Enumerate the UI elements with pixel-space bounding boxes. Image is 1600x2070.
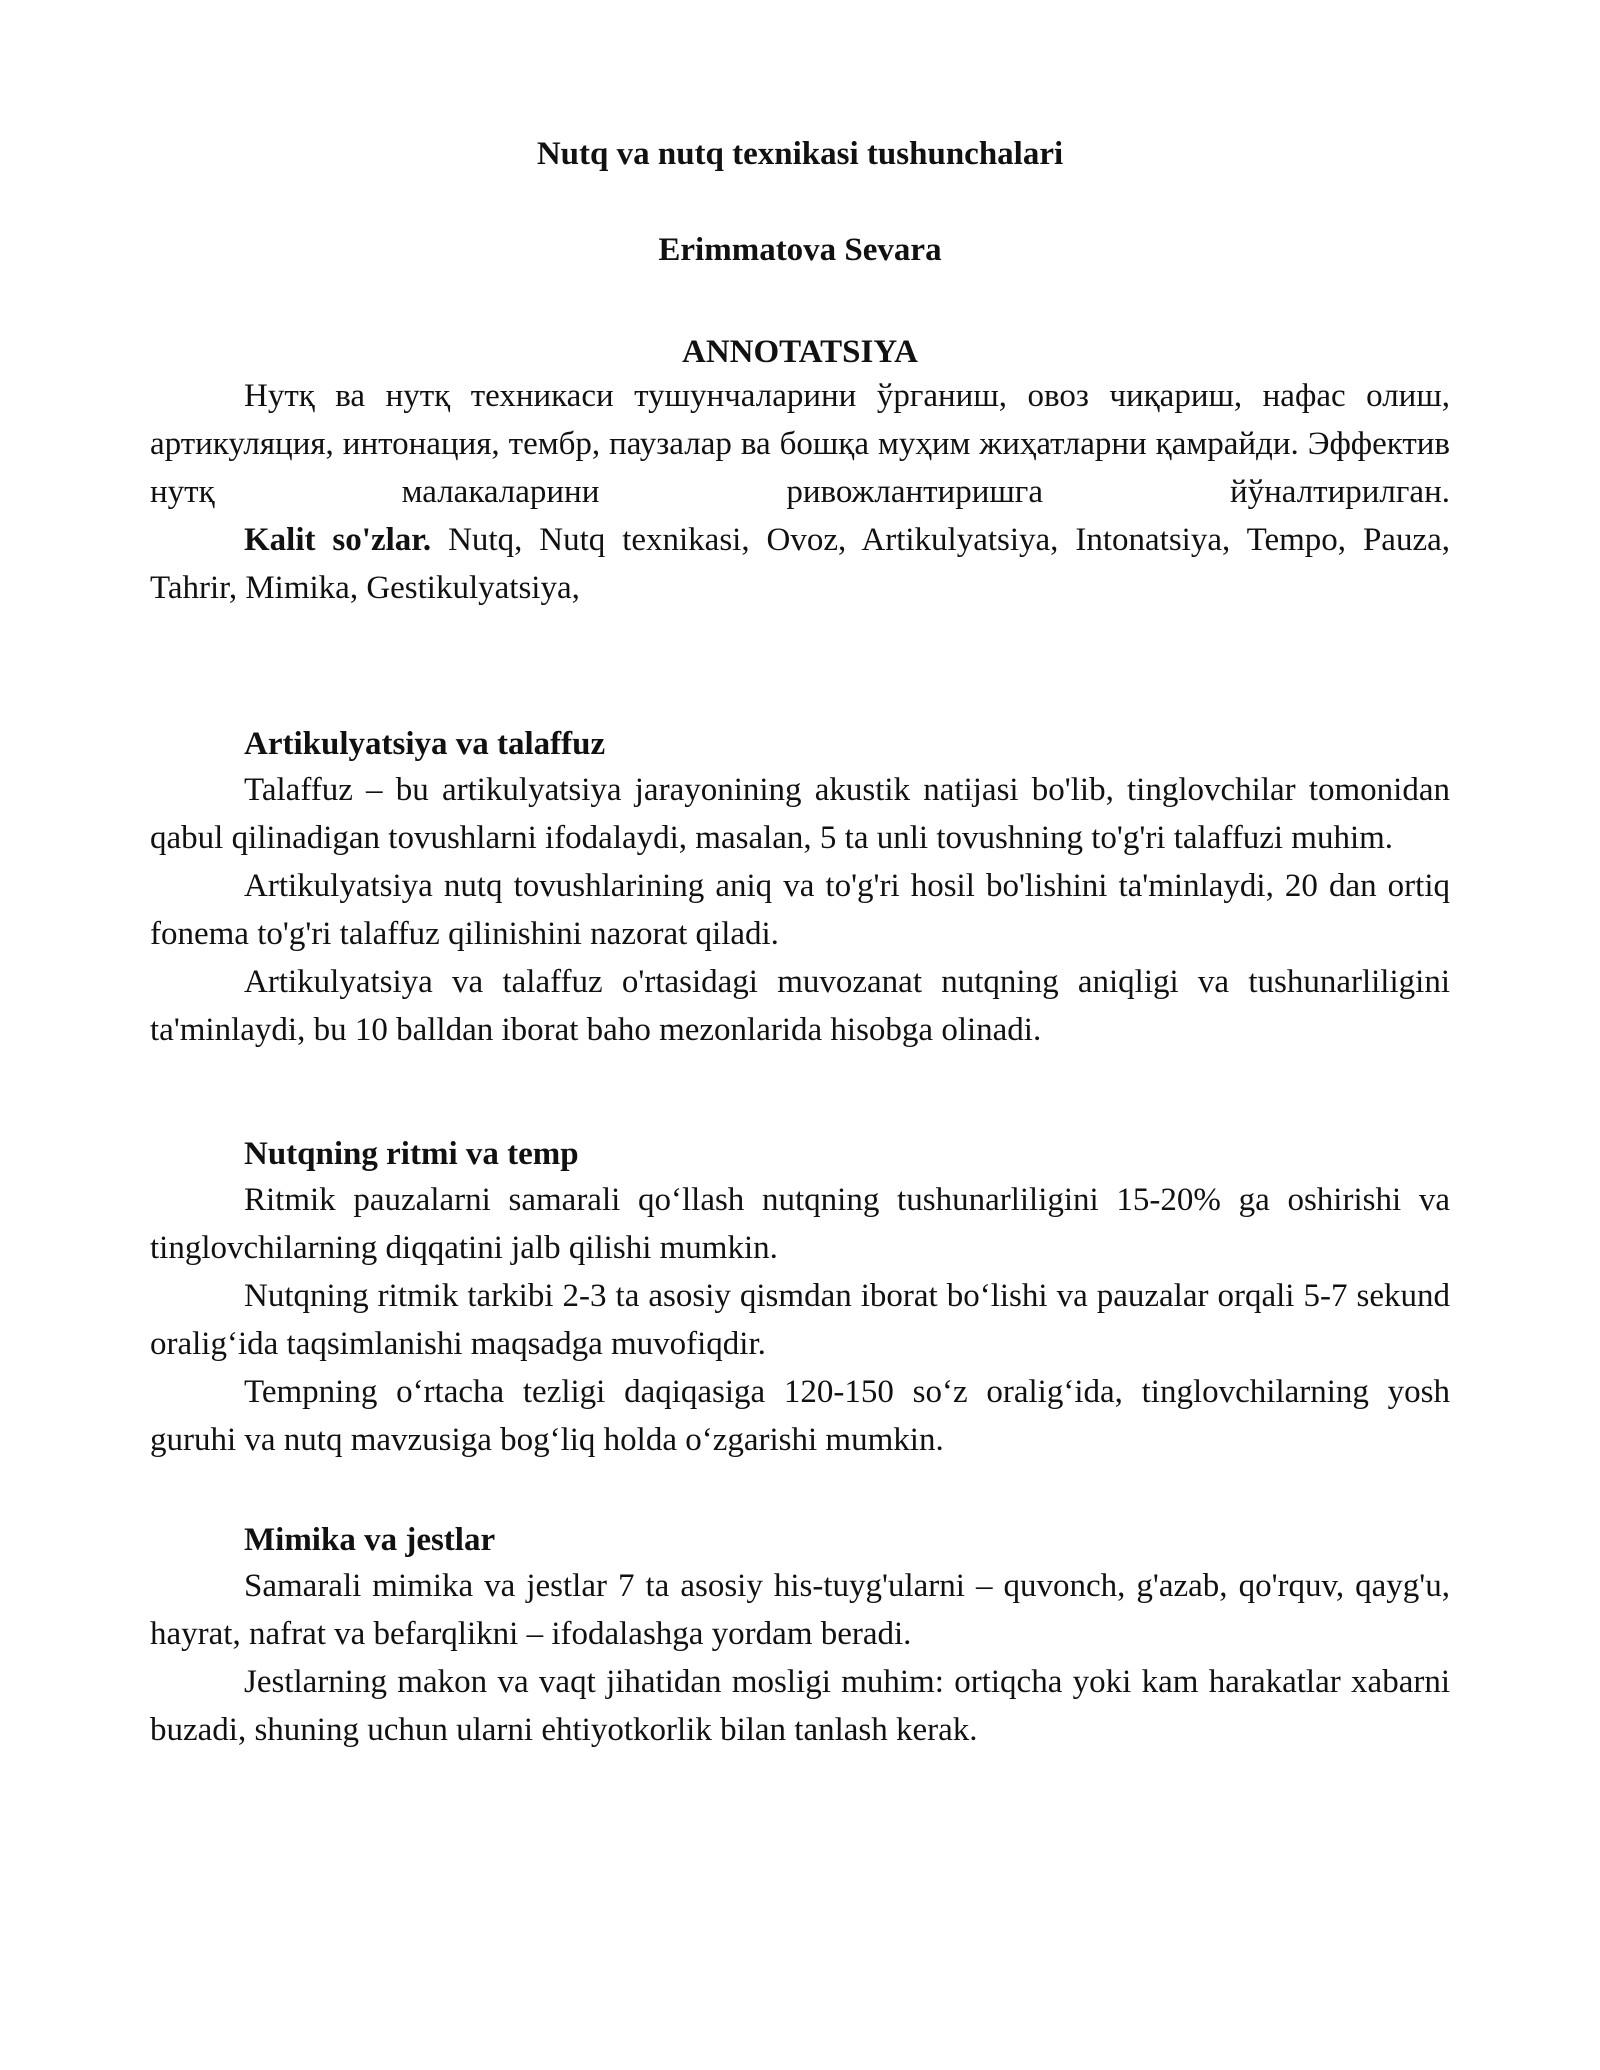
keywords-text: Nutq, Nutq texnikasi, Ovoz, Artikulyatsiya, Intonatsiya, Tempo, Pauza, Tahrir, Mimika, Gestikulyatsiya, bbox=[150, 522, 1450, 606]
section-heading-articulation: Artikulyatsiya va talaffuz bbox=[244, 726, 606, 762]
author-name: Erimmatova Sevara bbox=[658, 232, 942, 268]
keywords-paragraph bbox=[150, 516, 1450, 612]
paragraph: Tempning o‘rtacha tezligi daqiqasiga 120-150 so‘z oralig‘ida, tinglovchilarning yosh guruhi va nutq mavzusiga bog‘liq holda o‘zgarishi mumkin. bbox=[150, 1374, 1450, 1458]
annotation-text: Нутқ ва нутқ техникаси тушунчаларини ўрганиш, овоз чиқариш, нафас олиш, артикуляция, интонация, тембр, паузалар ва бошқа муҳим жиҳатларни қамрайди. Эффектив нутқ малакаларини ривожлантиришга йўналтирилган. bbox=[150, 378, 1450, 510]
document-title: Nutq va nutq texnikasi tushunchalari bbox=[536, 136, 1064, 172]
paragraph: Artikulyatsiya nutq tovushlarining aniq va to'g'ri hosil bo'lishini ta'minlaydi, 20 dan ortiq fonema to'g'ri talaffuz qilinishini nazorat qiladi. bbox=[150, 868, 1450, 952]
paragraph: Artikulyatsiya va talaffuz o'rtasidagi muvozanat nutqning aniqligi va tushunarliligini ta'minlaydi, bu 10 balldan iborat baho mezonlarida hisobga olinadi. bbox=[150, 964, 1450, 1048]
paragraph: Nutqning ritmik tarkibi 2-3 ta asosiy qismdan iborat bo‘lishi va pauzalar orqali 5-7 sekund oralig‘ida taqsimlanishi maqsadga muvofiqdir. bbox=[150, 1278, 1450, 1362]
paragraph: Jestlarning makon va vaqt jihatidan mosligi muhim: ortiqcha yoki kam harakatlar xabarni buzadi, shuning uchun ularni ehtiyotkorlik bilan tanlash kerak. bbox=[150, 1664, 1450, 1748]
annotation-heading: ANNOTATSIYA bbox=[682, 334, 918, 370]
paragraph: Samarali mimika va jestlar 7 ta asosiy his-tuyg'ularni – quvonch, g'azab, qo'rquv, qayg'u, hayrat, nafrat va befarqlikni – ifodalashga yordam beradi. bbox=[150, 1568, 1450, 1652]
section-heading-rhythm: Nutqning ritmi va temp bbox=[244, 1136, 579, 1172]
section-heading-mimics: Mimika va jestlar bbox=[244, 1522, 496, 1558]
paragraph: Ritmik pauzalarni samarali qo‘llash nutqning tushunarliligini 15-20% ga oshirishi va tinglovchilarning diqqatini jalb qilishi mumkin. bbox=[150, 1182, 1450, 1266]
paragraph: Talaffuz – bu artikulyatsiya jarayonining akustik natijasi bo'lib, tinglovchilar tomonidan qabul qilinadigan tovushlarni ifodalaydi, masalan, 5 ta unli tovushning to'g'ri talaffuzi muhim. bbox=[150, 772, 1450, 856]
keywords-label: Kalit so'zlar. bbox=[244, 522, 432, 558]
